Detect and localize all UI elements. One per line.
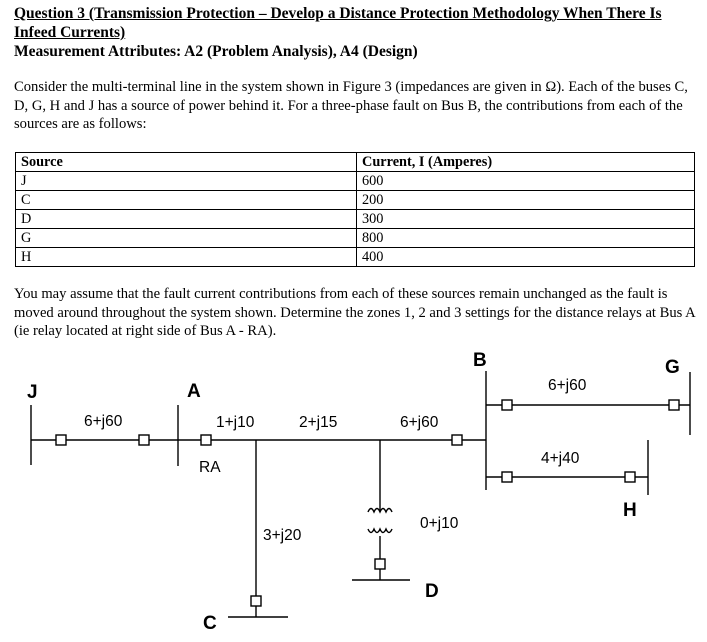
transformer-secondary (368, 529, 392, 533)
current-cell: 600 (357, 172, 695, 191)
label-bus-j: J (27, 382, 38, 403)
label-relay-ra: RA (199, 459, 221, 476)
impedance-tee-mid: 2+j15 (299, 414, 338, 431)
relay-ra-breaker (201, 435, 211, 445)
breaker-a-left (139, 435, 149, 445)
header-current: Current, I (Amperes) (357, 153, 695, 172)
label-bus-a: A (187, 381, 201, 402)
current-cell: 200 (357, 191, 695, 210)
problem-paragraph-1: Consider the multi-terminal line in the system shown in Figure 3 (impedances are given in Ω). Each of the buses C, D, G, H and J has a source of power behind it. For a three-phase fault on Bus B, the contributions from each of the sources are as follows: (14, 79, 688, 132)
impedance-j-a: 6+j60 (84, 413, 123, 430)
source-cell: G (16, 229, 357, 248)
label-bus-b: B (473, 350, 487, 371)
source-cell: D (16, 210, 357, 229)
breaker-b-h (502, 472, 512, 482)
impedance-a-tee: 1+j10 (216, 414, 255, 431)
impedance-transformer-d: 0+j10 (420, 515, 459, 532)
breaker-j (56, 435, 66, 445)
header-source: Source (16, 153, 357, 172)
impedance-tee-c: 3+j20 (263, 527, 302, 544)
breaker-c (251, 596, 261, 606)
measurement-attributes: Measurement Attributes: A2 (Problem Analysis), A4 (Design) (14, 43, 418, 60)
breaker-b-g (502, 400, 512, 410)
label-bus-d: D (425, 581, 439, 602)
impedance-b-g: 6+j60 (548, 377, 587, 394)
current-cell: 800 (357, 229, 695, 248)
source-cell: H (16, 248, 357, 267)
breaker-d (375, 559, 385, 569)
question-title: Question 3 (Transmission Protection – Develop a Distance Protection Methodology When There Is Infeed Currents) (14, 5, 662, 41)
source-cell: C (16, 191, 357, 210)
current-cell: 400 (357, 248, 695, 267)
label-bus-g: G (665, 357, 680, 378)
source-cell: J (16, 172, 357, 191)
label-bus-c: C (203, 613, 217, 634)
breaker-b-left (452, 435, 462, 445)
breaker-g (669, 400, 679, 410)
impedance-b-h: 4+j40 (541, 450, 580, 467)
label-bus-h: H (623, 500, 637, 521)
impedance-mid-b: 6+j60 (400, 414, 439, 431)
problem-paragraph-2: You may assume that the fault current contributions from each of these sources remain unchanged as the fault is moved around throughout the system shown. Determine the zones 1, 2 and 3 settings for the distance relays at Bus A (ie relay located at right side of Bus A - RA). (14, 286, 695, 339)
current-cell: 300 (357, 210, 695, 229)
breaker-h (625, 472, 635, 482)
